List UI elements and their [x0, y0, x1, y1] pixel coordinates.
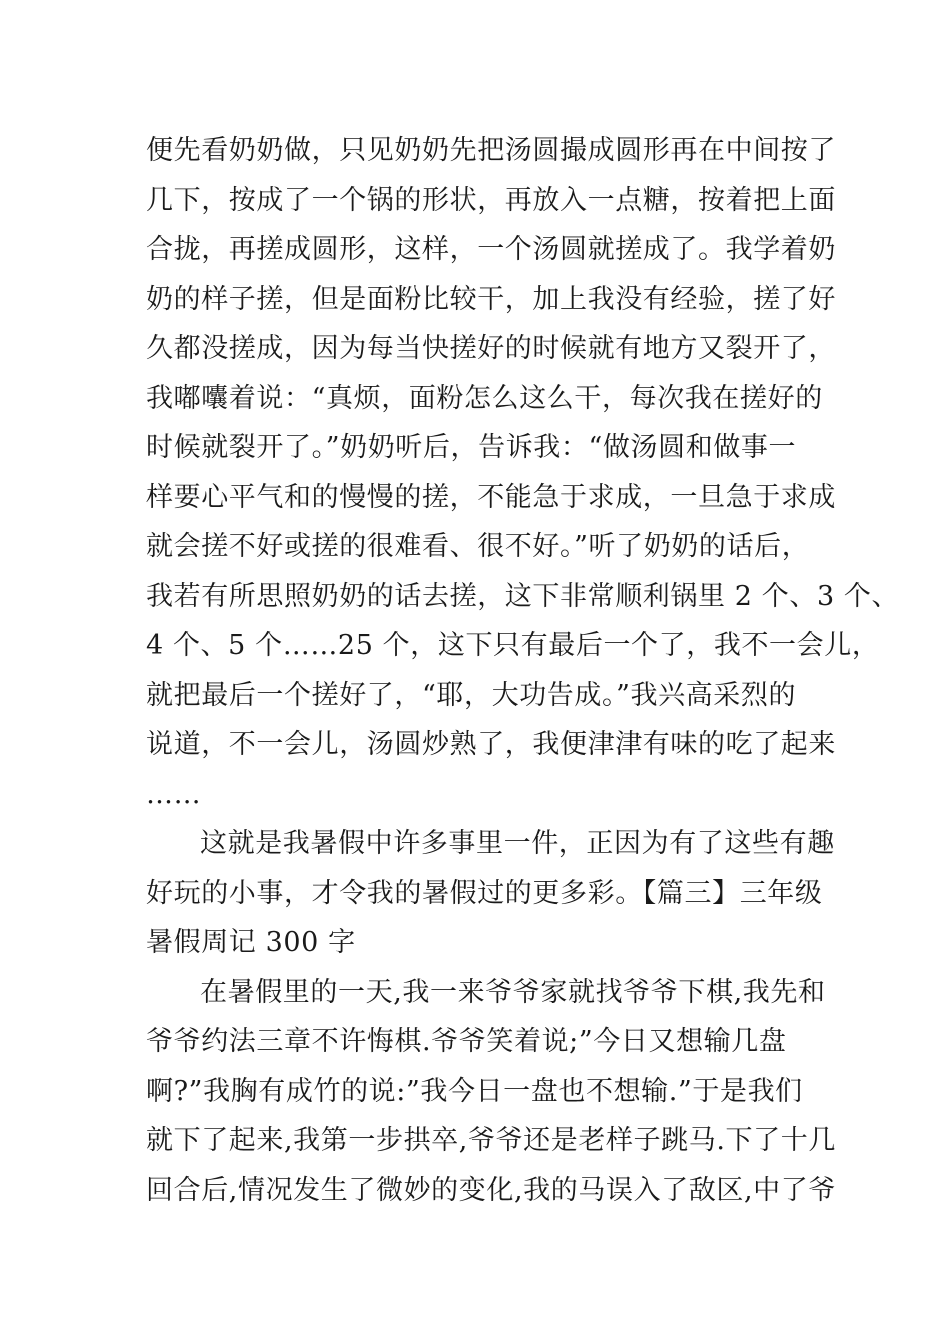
text-line: …… — [146, 778, 202, 810]
text-line: 就会搓不好或搓的很难看、很不好。”听了奶奶的话后， — [146, 531, 810, 562]
paragraph-3 — [146, 968, 836, 1216]
text-line: 爷爷约法三章不许悔棋.爷爷笑着说;”今日又想输几盘 — [146, 1026, 787, 1057]
text-line: 啊?”我胸有成竹的说:”我今日一盘也不想输.”于是我们 — [146, 1075, 803, 1107]
text-line: 我嘟囔着说：“真烦，面粉怎么这么干，每次我在搓好的 — [146, 382, 823, 414]
text-line: 奶的样子搓，但是面粉比较干，加上我没有经验，搓了好 — [146, 283, 836, 315]
text-line: 便先看奶奶做，只见奶奶先把汤圆撮成圆形再在中间按了 — [146, 135, 836, 166]
text-line: 这就是我暑假中许多事里一件，正因为有了这些有趣 — [200, 828, 835, 859]
document-body — [146, 126, 900, 1215]
text-line: 几下，按成了一个锅的形状，再放入一点糖，按着把上面 — [146, 184, 836, 216]
text-line: 暑假周记 300 字 — [146, 927, 356, 958]
text-line: 4 个、5 个……25 个，这下只有最后一个了，我不一会儿， — [146, 630, 880, 661]
text-line: 就把最后一个搓好了，“耶，大功告成。”我兴高采烈的 — [146, 679, 797, 711]
text-line: 说道，不一会儿，汤圆炒熟了，我便津津有味的吃了起来 — [146, 729, 836, 760]
text-line: 回合后,情况发生了微妙的变化,我的马误入了敌区,中了爷 — [146, 1174, 836, 1206]
text-line: 久都没搓成，因为每当快搓好的时候就有地方又裂开了， — [146, 333, 836, 364]
paragraph-2 — [146, 819, 835, 968]
text-line: 合拢，再搓成圆形，这样，一个汤圆就搓成了。我学着奶 — [146, 234, 836, 265]
text-line: 时候就裂开了。”奶奶听后，告诉我：“做汤圆和做事一 — [146, 432, 797, 463]
text-line: 好玩的小事，才令我的暑假过的更多彩。【篇三】三年级 — [146, 877, 823, 909]
text-line: 就下了起来,我第一步拱卒,爷爷还是老样子跳马.下了十几 — [146, 1125, 836, 1156]
paragraph-1 — [146, 126, 900, 819]
text-line: 我若有所思照奶奶的话去搓，这下非常顺利锅里 2 个、3 个、 — [146, 580, 900, 612]
text-line: 在暑假里的一天,我一来爷爷家就找爷爷下棋,我先和 — [200, 976, 826, 1008]
text-line: 样要心平气和的慢慢的搓，不能急于求成，一旦急于求成 — [146, 481, 836, 513]
